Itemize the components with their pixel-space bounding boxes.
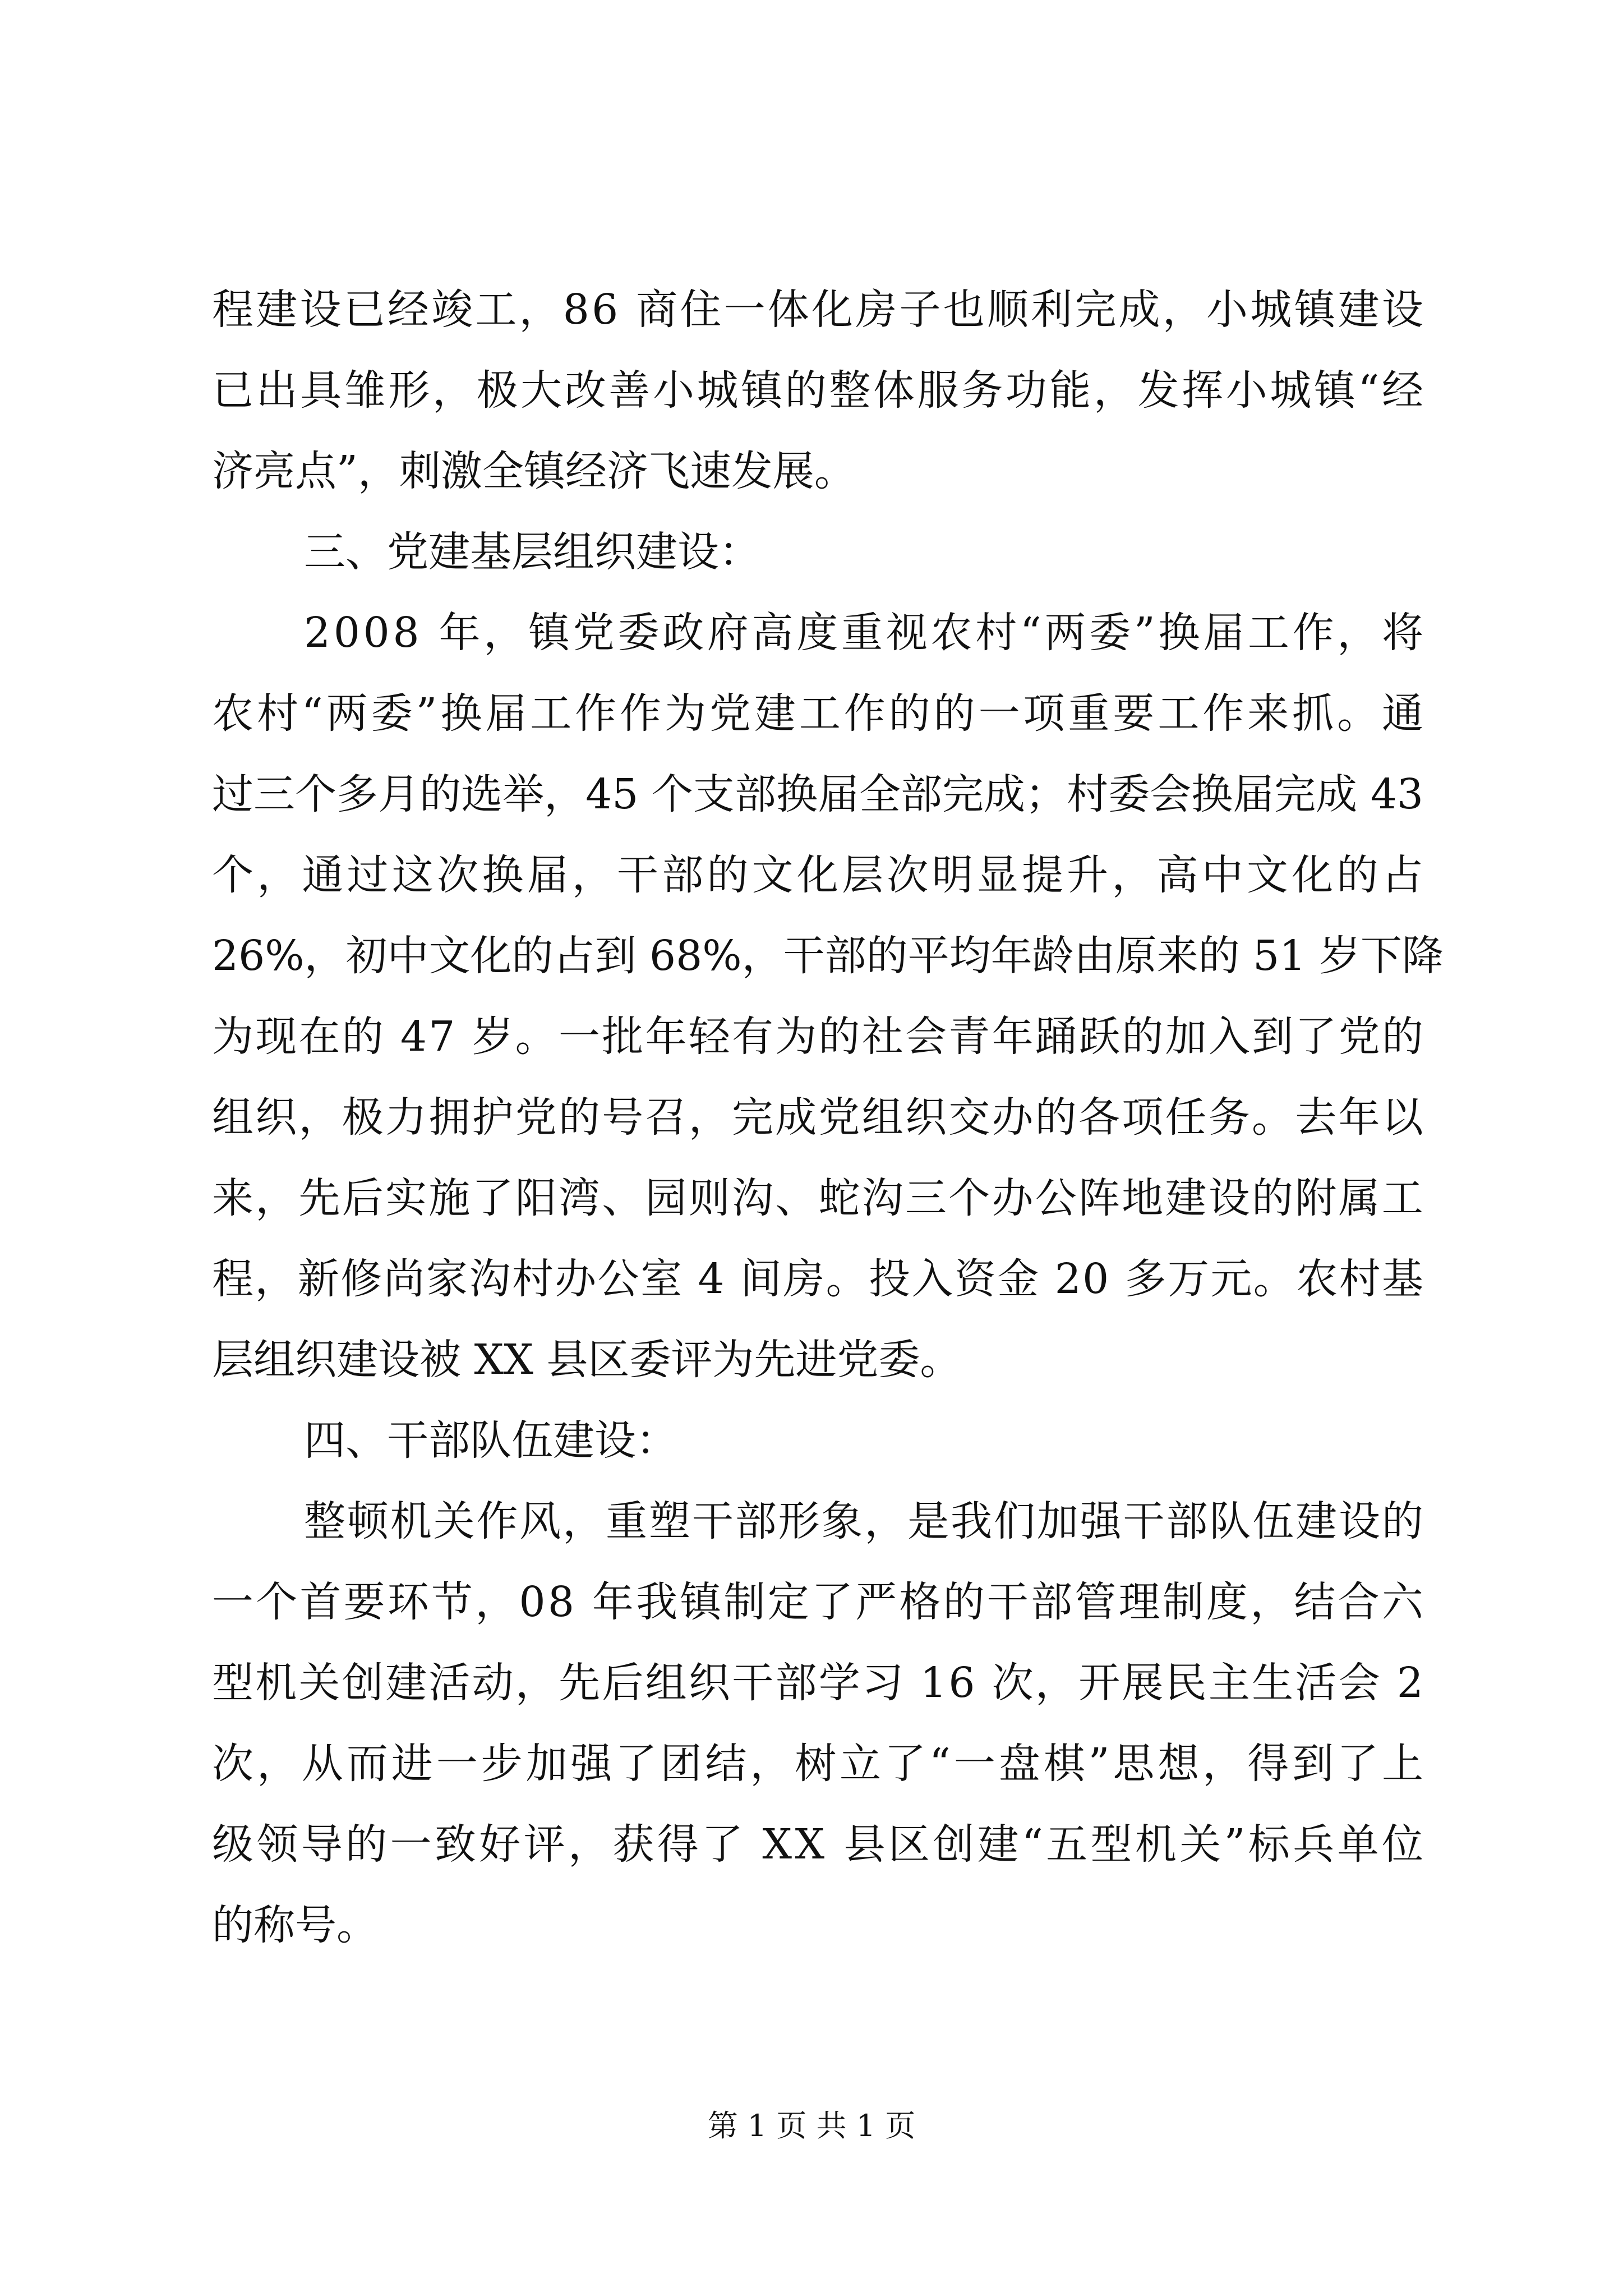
text-line: 已 出 具 雏 形 ， 极 大 改 善 小 城 镇 的 整 体 服 务 功 能 ， 发 挥 小 城 镇 “ 经 xyxy=(212,366,1423,415)
text-line: 组 织 ， 极 力 拥 护 党 的 号 召 ， 完 成 党 组 织 交 办 的 各 项 任 务 。 去 年 以 xyxy=(212,1093,1423,1142)
text-line: 个 ， 通 过 这 次 换 届 ， 干 部 的 文 化 层 次 明 显 提 升 ， 高 中 文 化 的 占 xyxy=(212,851,1423,899)
text-line: 农 村 “ 两 委 ” 换 届 工 作 作 为 党 建 工 作 的 的 一 项 重 要 工 作 来 抓 。 通 xyxy=(212,689,1423,738)
text-line: 层组织建设被 XX 县区委评为先进党委。 xyxy=(212,1336,962,1384)
document-body xyxy=(212,269,1444,1966)
text-line: 的称号。 xyxy=(212,1901,378,1949)
text-line: 型 机 关 创 建 活 动 ， 先 后 组 织 干 部 学 习 1 6 次 ， 开 展 民 主 生 活 会 2 xyxy=(212,1659,1423,1707)
text-line: 程 建 设 已 经 竣 工 ， 8 6 商 住 一 体 化 房 子 也 顺 利 完 成 ， 小 城 镇 建 设 xyxy=(212,286,1423,334)
text-line: 2 6 % ， 初 中 文 化 的 占 到 6 8 % ， 干 部 的 平 均 年 龄 由 原 来 的 5 1 岁 下 降 xyxy=(212,932,1444,980)
text-line: 过 三 个 多 月 的 选 举 ， 4 5 个 支 部 换 届 全 部 完 成 ； 村 委 会 换 届 完 成 4 3 xyxy=(212,770,1423,818)
text-line: 为 现 在 的 4 7 岁 。 一 批 年 轻 有 为 的 社 会 青 年 踊 跃 的 加 入 到 了 党 的 xyxy=(212,1013,1423,1061)
text-line: 一 个 首 要 环 节 ， 0 8 年 我 镇 制 定 了 严 格 的 干 部 管 理 制 度 ， 结 合 六 xyxy=(212,1578,1423,1626)
text-line: 济亮点”，刺激全镇经济飞速发展。 xyxy=(212,447,856,495)
text-line: 次 ， 从 而 进 一 步 加 强 了 团 结 ， 树 立 了 “ 一 盘 棋 ” 思 想 ， 得 到 了 上 xyxy=(212,1740,1423,1788)
text-line: 程 ， 新 修 尚 家 沟 村 办 公 室 4 间 房 。 投 入 资 金 2 0 多 万 元 。 农 村 基 xyxy=(212,1255,1423,1303)
section-heading: 三、党建基层组织建设： xyxy=(304,528,760,576)
text-line: 2 0 0 8 年 ， 镇 党 委 政 府 高 度 重 视 农 村 “ 两 委 ” 换 届 工 作 ， 将 xyxy=(304,609,1423,657)
page-footer: 第 1 页 共 1 页 xyxy=(707,2108,916,2143)
text-line: 整 顿 机 关 作 风 ， 重 塑 干 部 形 象 ， 是 我 们 加 强 干 部 队 伍 建 设 的 xyxy=(304,1497,1423,1545)
section-heading: 四、干部队伍建设： xyxy=(304,1416,677,1465)
text-line: 级 领 导 的 一 致 好 评 ， 获 得 了 X X 县 区 创 建 “ 五 型 机 关 ” 标 兵 单 位 xyxy=(212,1820,1423,1869)
text-line: 来 ， 先 后 实 施 了 阳 湾 、 园 则 沟 、 蛇 沟 三 个 办 公 阵 地 建 设 的 附 属 工 xyxy=(212,1174,1423,1222)
